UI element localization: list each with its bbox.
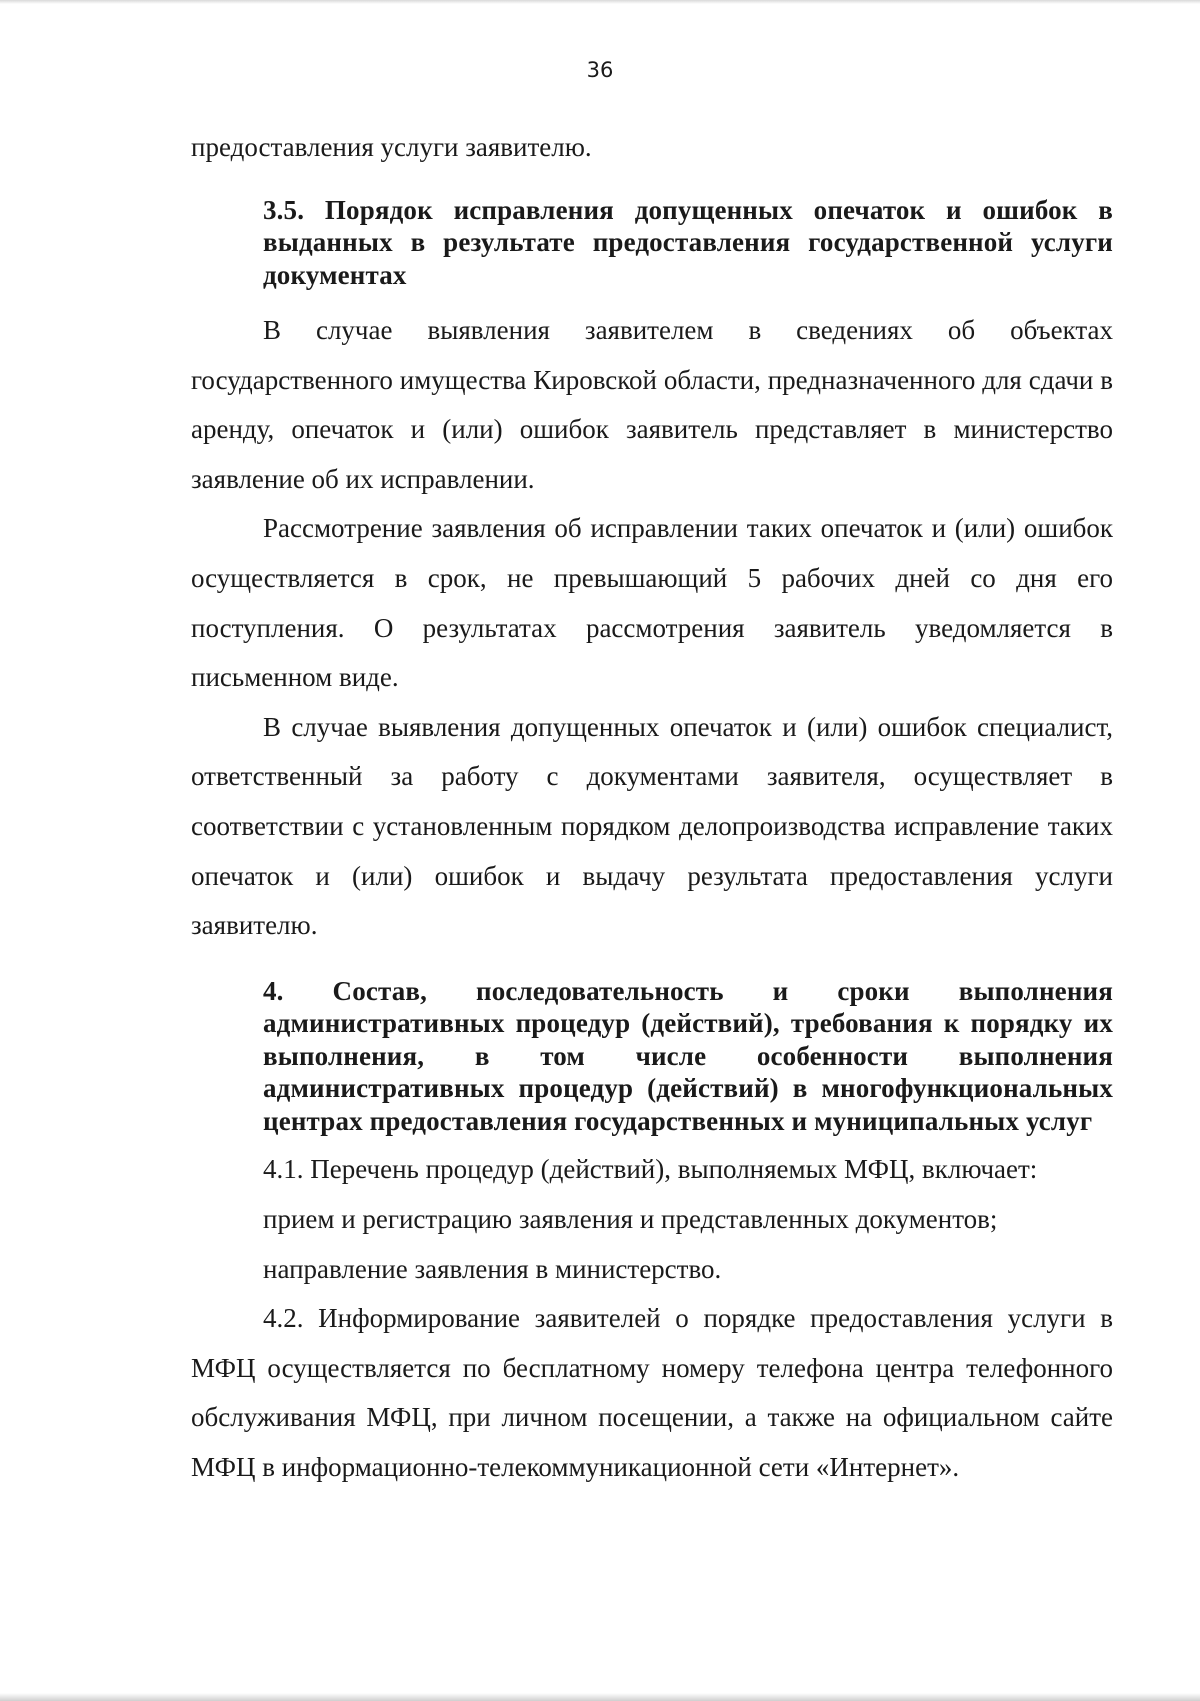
- section-4-heading: 4. Состав, последовательность и сроки выполнения административных процедур (действий), требования к порядку их выполнения, в том числе особенности выполнения административных процедур (действий) в многофункциональных центрах предоставления государственных и муниципальных услуг: [263, 975, 1113, 1136]
- scan-edge-bottom: [0, 1693, 1200, 1701]
- list-item: прием и регистрацию заявления и представленных документов;: [263, 1203, 998, 1234]
- page-number: 36: [586, 58, 614, 82]
- item-4-1: 4.1. Перечень процедур (действий), выполняемых МФЦ, включает:: [263, 1154, 1038, 1185]
- document-body: [191, 123, 1113, 1492]
- scan-edge-top: [0, 0, 1200, 4]
- lead-fragment: предоставления услуги заявителю.: [191, 132, 592, 162]
- section-3-5-paragraph-1: В случае выявления заявителем в сведениях об объектах государственного имущества Кировской области, предназначенного для сдачи в аренду, опечаток и (или) ошибок заявитель представляет в министерство заявление об их исправлении.: [191, 315, 1113, 494]
- section-3-5-paragraph-3: В случае выявления допущенных опечаток и (или) ошибок специалист, ответственный за работу с документами заявителя, осуществляет в соответствии с установленным порядком делопроизводства исправление таких опечаток и (или) ошибок и выдачу результата предоставления услуги заявителю.: [191, 711, 1113, 941]
- list-item: направление заявления в министерство.: [263, 1253, 722, 1284]
- section-3-5-heading: 3.5. Порядок исправления допущенных опечаток и ошибок в выданных в результате предоставления государственной услуги документах: [263, 194, 1113, 290]
- section-3-5-paragraph-2: Рассмотрение заявления об исправлении таких опечаток и (или) ошибок осуществляется в срок, не превышающий 5 рабочих дней со дня его поступления. О результатах рассмотрения заявитель уведомляется в письменном виде.: [191, 513, 1113, 693]
- item-4-2: 4.2. Информирование заявителей о порядке предоставления услуги в МФЦ осуществляется по бесплатному номеру телефона центра телефонного обслуживания МФЦ, при личном посещении, а также на официальном сайте МФЦ в информационно-телекоммуникационной сети «Интернет».: [191, 1303, 1113, 1482]
